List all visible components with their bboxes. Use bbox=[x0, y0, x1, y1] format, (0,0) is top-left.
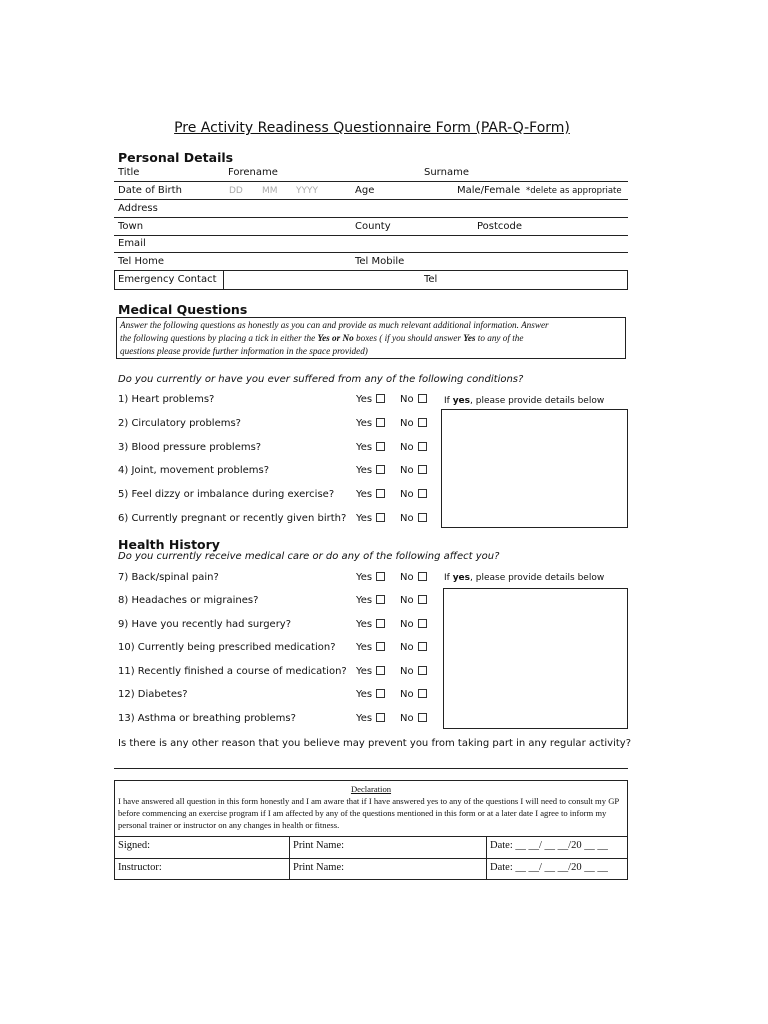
yes-checkbox-4[interactable]: Yes bbox=[356, 465, 385, 476]
cell-divider bbox=[223, 271, 224, 289]
question-2: 2) Circulatory problems? bbox=[118, 418, 241, 429]
form-title: Pre Activity Readiness Questionnaire Form (PAR-Q-Form) bbox=[174, 120, 570, 136]
question-11: 11) Recently finished a course of medication? bbox=[118, 666, 347, 677]
no-checkbox-3[interactable]: No bbox=[400, 442, 427, 453]
town-label: Town bbox=[118, 221, 144, 232]
email-label: Email bbox=[118, 238, 146, 249]
yes-checkbox-9[interactable]: Yes bbox=[356, 619, 385, 630]
yes-checkbox-10[interactable]: Yes bbox=[356, 642, 385, 653]
yes-checkbox-8[interactable]: Yes bbox=[356, 595, 385, 606]
checkbox[interactable] bbox=[376, 489, 385, 498]
declaration-title: Declaration bbox=[350, 784, 392, 794]
tel-mobile-label: Tel Mobile bbox=[355, 256, 405, 267]
no-checkbox-1[interactable]: No bbox=[400, 394, 427, 405]
instructor-row bbox=[115, 858, 627, 880]
instructions-line: questions please provide further information in the space provided) bbox=[120, 346, 368, 356]
no-checkbox-5[interactable]: No bbox=[400, 489, 427, 500]
personal-details-heading: Personal Details bbox=[118, 150, 234, 165]
answer-line[interactable] bbox=[114, 768, 628, 769]
tel-label: Tel bbox=[424, 274, 438, 285]
yes-checkbox-7[interactable]: Yes bbox=[356, 572, 385, 583]
checkbox[interactable] bbox=[418, 394, 427, 403]
health-details-hint: If yes, please provide details below bbox=[444, 573, 605, 583]
instructor-date-label: Date: __ __/ __ __/20 __ __ bbox=[490, 862, 608, 873]
declaration-text-block bbox=[118, 783, 624, 831]
declaration-box bbox=[114, 780, 628, 880]
checkbox[interactable] bbox=[418, 465, 427, 474]
emergency-contact-label: Emergency Contact bbox=[118, 274, 217, 285]
yes-checkbox-13[interactable]: Yes bbox=[356, 713, 385, 724]
no-checkbox-8[interactable]: No bbox=[400, 595, 427, 606]
checkbox[interactable] bbox=[418, 489, 427, 498]
gender-label: Male/Female bbox=[457, 185, 521, 196]
cell-divider bbox=[289, 837, 290, 858]
no-checkbox-13[interactable]: No bbox=[400, 713, 427, 724]
checkbox[interactable] bbox=[376, 513, 385, 522]
question-9: 9) Have you recently had surgery? bbox=[118, 619, 292, 630]
no-checkbox-11[interactable]: No bbox=[400, 666, 427, 677]
postcode-label: Postcode bbox=[477, 221, 523, 232]
other-reason-question: Is there is any other reason that you believe may prevent you from taking part in any regular activity? bbox=[118, 738, 632, 749]
address-label: Address bbox=[118, 203, 158, 214]
question-6: 6) Currently pregnant or recently given birth? bbox=[118, 513, 347, 524]
checkbox[interactable] bbox=[418, 513, 427, 522]
checkbox[interactable] bbox=[376, 394, 385, 403]
no-checkbox-4[interactable]: No bbox=[400, 465, 427, 476]
medical-details-hint: If yes, please provide details below bbox=[444, 396, 605, 406]
question-13: 13) Asthma or breathing problems? bbox=[118, 713, 296, 724]
row-divider bbox=[114, 181, 628, 182]
county-label: County bbox=[355, 221, 391, 232]
tel-home-label: Tel Home bbox=[118, 256, 165, 267]
yes-checkbox-2[interactable]: Yes bbox=[356, 418, 385, 429]
health-prompt: Do you currently receive medical care or do any of the following affect you? bbox=[118, 551, 500, 562]
checkbox[interactable] bbox=[376, 713, 385, 722]
medical-instructions bbox=[116, 317, 626, 359]
checkbox[interactable] bbox=[418, 689, 427, 698]
no-checkbox-12[interactable]: No bbox=[400, 689, 427, 700]
checkbox[interactable] bbox=[418, 418, 427, 427]
no-checkbox-10[interactable]: No bbox=[400, 642, 427, 653]
checkbox[interactable] bbox=[376, 619, 385, 628]
question-4: 4) Joint, movement problems? bbox=[118, 465, 270, 476]
title-label: Title bbox=[118, 167, 140, 178]
cell-divider bbox=[486, 859, 487, 880]
medical-questions-heading: Medical Questions bbox=[118, 302, 248, 317]
checkbox[interactable] bbox=[376, 666, 385, 675]
checkbox[interactable] bbox=[418, 572, 427, 581]
signed-row bbox=[115, 836, 627, 858]
yes-checkbox-3[interactable]: Yes bbox=[356, 442, 385, 453]
checkbox[interactable] bbox=[376, 572, 385, 581]
question-3: 3) Blood pressure problems? bbox=[118, 442, 262, 453]
gender-note: *delete as appropriate bbox=[526, 186, 622, 196]
checkbox[interactable] bbox=[418, 595, 427, 604]
dob-day-placeholder[interactable]: DD bbox=[229, 186, 243, 196]
instructions-line: Answer the following questions as honestly as you can and provide as much relevant additional information. Answer bbox=[120, 320, 549, 330]
row-divider bbox=[114, 235, 628, 236]
yes-checkbox-6[interactable]: Yes bbox=[356, 513, 385, 524]
question-10: 10) Currently being prescribed medication? bbox=[118, 642, 336, 653]
question-12: 12) Diabetes? bbox=[118, 689, 188, 700]
checkbox[interactable] bbox=[376, 418, 385, 427]
cell-divider bbox=[289, 859, 290, 880]
dob-year-placeholder[interactable]: YYYY bbox=[296, 186, 318, 196]
question-5: 5) Feel dizzy or imbalance during exercise? bbox=[118, 489, 335, 500]
instructor-print-name-label: Print Name: bbox=[293, 862, 345, 873]
checkbox[interactable] bbox=[418, 442, 427, 451]
declaration-text: I have answered all question in this form honestly and I am aware that if I have answered yes to any of the questions I will need to consult my GP before commencing an exercise program if I am affected by any of the questions mentioned in this form or at a later date I agree to inform my personal trainer or instructor on any changes in health or fitness. bbox=[118, 796, 619, 830]
print-name-label: Print Name: bbox=[293, 840, 345, 851]
health-history-heading: Health History bbox=[118, 537, 220, 552]
no-checkbox-9[interactable]: No bbox=[400, 619, 427, 630]
yes-checkbox-11[interactable]: Yes bbox=[356, 666, 385, 677]
no-checkbox-2[interactable]: No bbox=[400, 418, 427, 429]
signed-label: Signed: bbox=[118, 840, 151, 851]
dob-label: Date of Birth bbox=[118, 185, 182, 196]
instructor-label: Instructor: bbox=[118, 862, 162, 873]
medical-details-box[interactable] bbox=[441, 409, 628, 528]
question-8: 8) Headaches or migraines? bbox=[118, 595, 259, 606]
no-checkbox-7[interactable]: No bbox=[400, 572, 427, 583]
cell-divider bbox=[486, 837, 487, 858]
no-checkbox-6[interactable]: No bbox=[400, 513, 427, 524]
checkbox[interactable] bbox=[376, 442, 385, 451]
checkbox[interactable] bbox=[418, 713, 427, 722]
health-details-box[interactable] bbox=[443, 588, 628, 729]
checkbox[interactable] bbox=[376, 689, 385, 698]
question-1: 1) Heart problems? bbox=[118, 394, 215, 405]
instructions-line: the following questions by placing a tick in either the Yes or No boxes ( if you should answer Yes to any of the bbox=[120, 333, 524, 343]
row-divider bbox=[114, 199, 628, 200]
yes-checkbox-1[interactable]: Yes bbox=[356, 394, 385, 405]
checkbox[interactable] bbox=[376, 642, 385, 651]
yes-checkbox-5[interactable]: Yes bbox=[356, 489, 385, 500]
row-divider bbox=[114, 217, 628, 218]
checkbox[interactable] bbox=[418, 666, 427, 675]
forename-label: Forename bbox=[228, 167, 278, 178]
dob-month-placeholder[interactable]: MM bbox=[262, 186, 278, 196]
checkbox[interactable] bbox=[376, 595, 385, 604]
surname-label: Surname bbox=[424, 167, 469, 178]
medical-prompt: Do you currently or have you ever suffered from any of the following conditions? bbox=[118, 374, 524, 385]
question-7: 7) Back/spinal pain? bbox=[118, 572, 219, 583]
yes-checkbox-12[interactable]: Yes bbox=[356, 689, 385, 700]
checkbox[interactable] bbox=[418, 642, 427, 651]
age-label: Age bbox=[355, 185, 375, 196]
date-label: Date: __ __/ __ __/20 __ __ bbox=[490, 840, 608, 851]
checkbox[interactable] bbox=[376, 465, 385, 474]
row-divider bbox=[114, 252, 628, 253]
checkbox[interactable] bbox=[418, 619, 427, 628]
